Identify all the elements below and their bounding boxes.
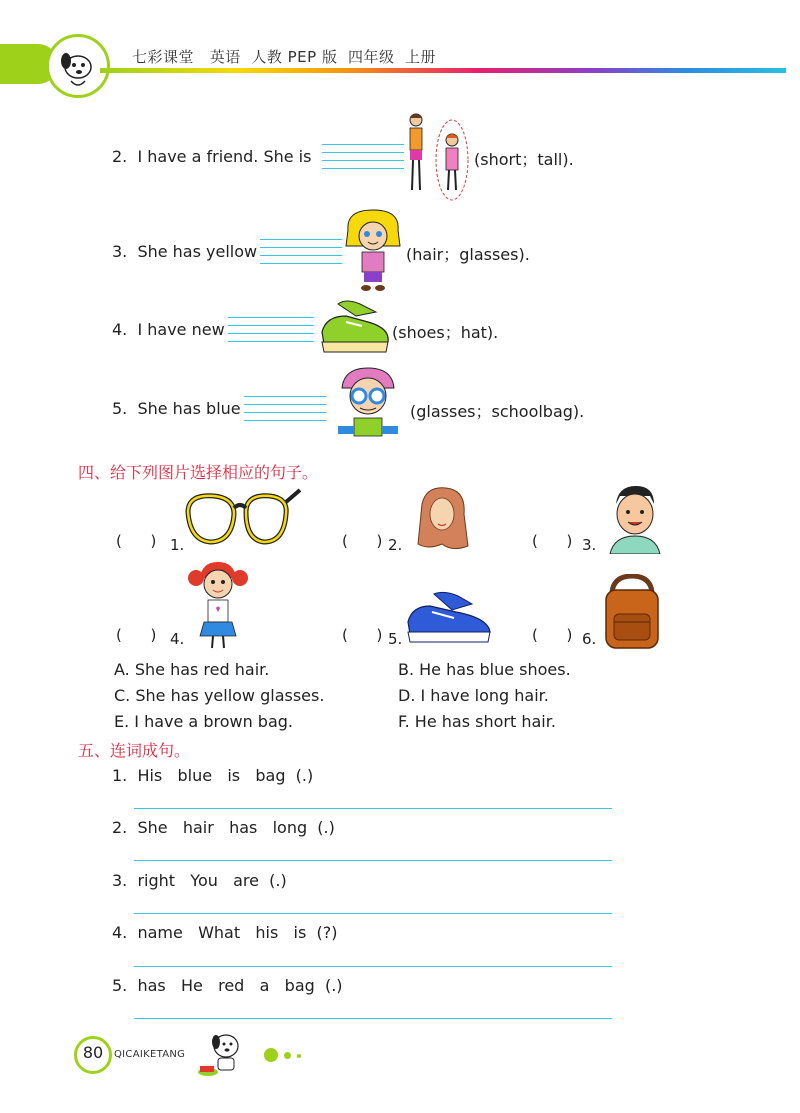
- glasses-girl-icon: [328, 366, 408, 452]
- fill-item-2-text: 2. I have a friend. She is: [112, 147, 312, 166]
- header-mascot-badge: [46, 34, 110, 98]
- blue-shoes-icon: [404, 588, 496, 648]
- header-title: 七彩课堂 英语 人教 PEP 版 四年级 上册: [132, 48, 437, 66]
- reorder-item-4: 4. name What his is (?): [112, 923, 338, 942]
- header-rainbow-bar: [100, 68, 786, 73]
- pic-1-answer-paren[interactable]: ( ): [116, 532, 157, 550]
- footer-dot-small: [297, 1054, 301, 1058]
- option-f: F. He has short hair.: [398, 712, 556, 731]
- option-d: D. I have long hair.: [398, 686, 549, 705]
- option-a: A. She has red hair.: [114, 660, 270, 679]
- option-e: E. I have a brown bag.: [114, 712, 294, 731]
- fill-item-2-choices: (short；tall).: [474, 150, 574, 169]
- fill-item-5-text: 5. She has blue: [112, 399, 241, 418]
- yellow-hair-girl-icon: [342, 206, 404, 294]
- footer-brand: QICAIKETANG: [114, 1049, 186, 1060]
- page-number: 80: [82, 1043, 104, 1062]
- reorder-item-1: 1. His blue is bag (.): [112, 766, 314, 785]
- fill-item-4-text: 4. I have new: [112, 320, 225, 339]
- pic-6-answer-paren[interactable]: ( ): [532, 626, 573, 644]
- reorder-answer-line-5[interactable]: [134, 1018, 612, 1019]
- section-5-title: 五、连词成句。: [78, 741, 191, 760]
- fill-item-2-blank[interactable]: [322, 142, 404, 170]
- brown-bag-icon: [596, 574, 668, 652]
- fill-item-3-text: 3. She has yellow: [112, 242, 258, 261]
- reorder-answer-line-3[interactable]: [134, 913, 612, 914]
- dog-mascot-footer-icon: [196, 1028, 252, 1078]
- pic-3-number: 3.: [582, 536, 597, 554]
- fill-item-5-blank[interactable]: [244, 394, 326, 422]
- fill-item-3-blank[interactable]: [260, 237, 342, 265]
- tall-short-girls-icon: [402, 110, 472, 202]
- long-hair-girl-icon: [408, 484, 478, 554]
- footer-dot-medium: [284, 1052, 291, 1059]
- fill-item-5-choices: (glasses；schoolbag).: [410, 402, 585, 421]
- red-hair-girl-icon: [186, 560, 250, 652]
- pic-2-answer-paren[interactable]: ( ): [342, 532, 383, 550]
- green-shoes-icon: [316, 296, 394, 360]
- page-header: [0, 0, 800, 110]
- glasses-icon: [184, 484, 304, 552]
- pic-1-number: 1.: [170, 536, 185, 554]
- pic-6-number: 6.: [582, 630, 597, 648]
- reorder-answer-line-1[interactable]: [134, 808, 612, 809]
- pic-4-number: 4.: [170, 630, 185, 648]
- reorder-item-3: 3. right You are (.): [112, 871, 287, 890]
- short-hair-boy-icon: [604, 482, 666, 554]
- reorder-answer-line-4[interactable]: [134, 966, 612, 967]
- option-b: B. He has blue shoes.: [398, 660, 571, 679]
- reorder-item-5: 5. has He red a bag (.): [112, 976, 343, 995]
- reorder-answer-line-2[interactable]: [134, 860, 612, 861]
- dog-mascot-icon: [49, 37, 107, 95]
- fill-item-3-choices: (hair；glasses).: [406, 245, 530, 264]
- fill-item-4-choices: (shoes；hat).: [392, 323, 499, 342]
- pic-3-answer-paren[interactable]: ( ): [532, 532, 573, 550]
- option-c: C. She has yellow glasses.: [114, 686, 325, 705]
- footer-dot-large: [264, 1048, 278, 1062]
- pic-2-number: 2.: [388, 536, 403, 554]
- section-4-title: 四、给下列图片选择相应的句子。: [78, 463, 319, 482]
- fill-item-4-blank[interactable]: [228, 315, 314, 343]
- pic-5-answer-paren[interactable]: ( ): [342, 626, 383, 644]
- reorder-item-2: 2. She hair has long (.): [112, 818, 335, 837]
- pic-5-number: 5.: [388, 630, 403, 648]
- pic-4-answer-paren[interactable]: ( ): [116, 626, 157, 644]
